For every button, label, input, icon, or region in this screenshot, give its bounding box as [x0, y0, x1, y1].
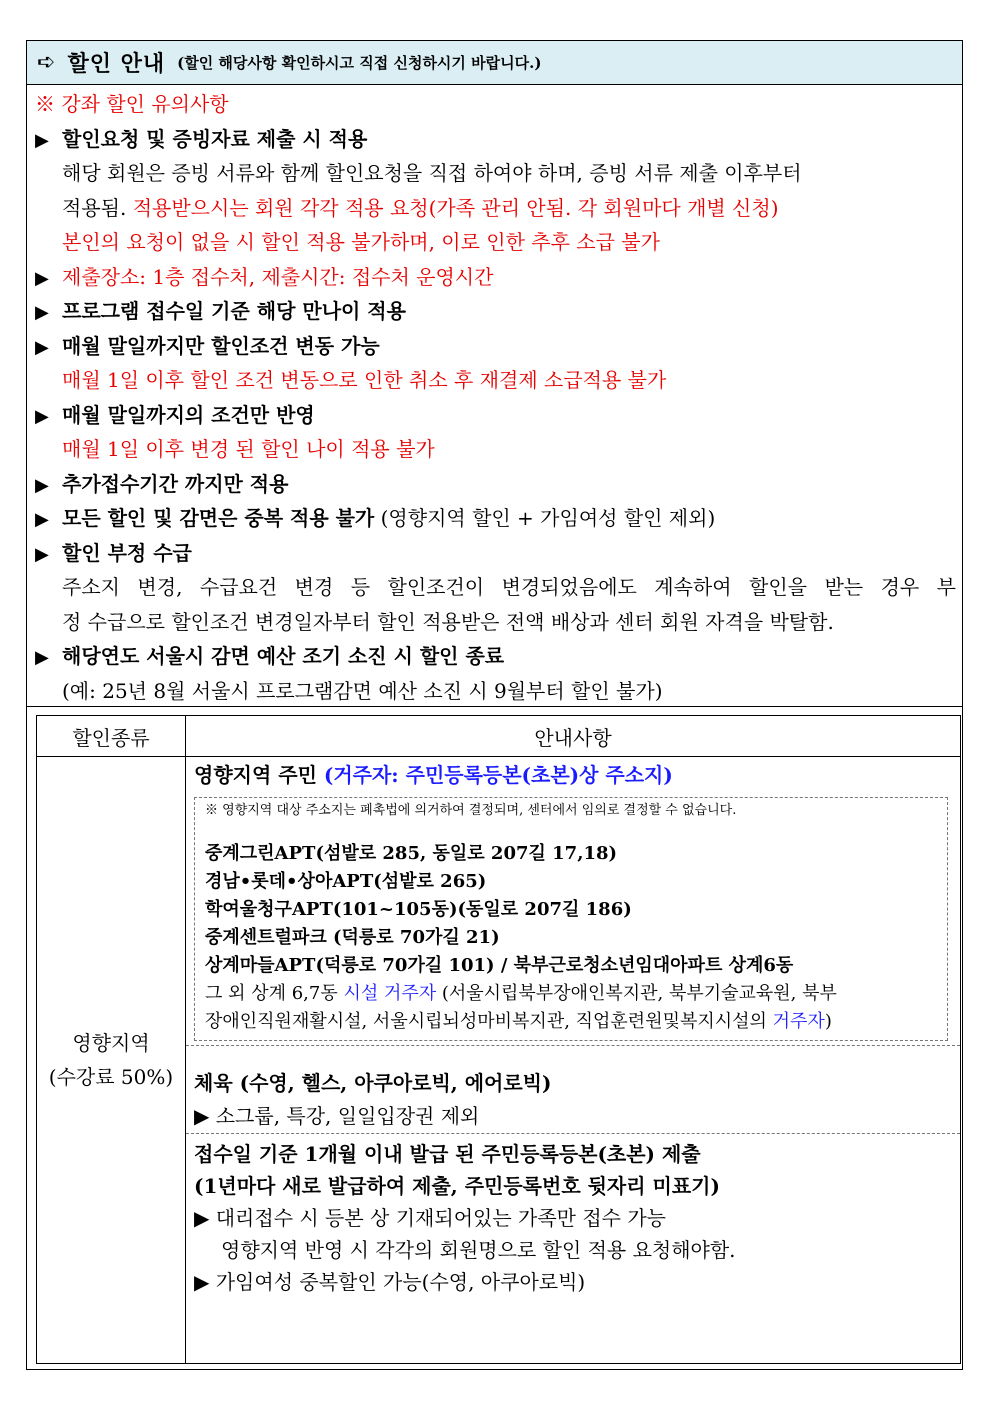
- note-text: 본인의 요청이 없을 시 할인 적용 불가하며, 이로 인한 추후 소급 불가: [62, 230, 660, 254]
- notice-header: [27, 41, 962, 85]
- discount-kind-rate: (수강료 50%): [48, 1065, 174, 1089]
- sports-title: 체육 (수영, 헬스, 아쿠아로빅, 에어로빅): [194, 1071, 552, 1095]
- note-item: ▶ 할인 부정 수급: [35, 536, 962, 571]
- triangle-bullet-icon: ▶: [35, 129, 49, 151]
- resident-title: 영향지역 주민 (거주자: 주민등록등본(초본)상 주소지): [194, 763, 673, 787]
- notice-subtitle: (할인 해당사항 확인하시고 직접 신청하시기 바랍니다.): [177, 54, 542, 72]
- arrow-icon: ➪: [37, 50, 56, 75]
- triangle-bullet-icon: ▶: [35, 302, 49, 323]
- notes-section: [27, 85, 962, 708]
- sports-exclusion: ▶ 소그룹, 특강, 일일입장권 제외: [194, 1104, 480, 1128]
- note-item: ▶ 모든 할인 및 감면은 중복 적용 불가 (영향지역 할인 + 가임여성 할인 제외): [35, 501, 962, 536]
- note-text: 적용됨. 적용받으시는 회원 각각 적용 요청(가족 관리 안됨. 각 회원마다 개별 신청): [62, 195, 779, 220]
- apartment-item: 중계센트럴파크 (덕릉로 70가길 21): [205, 927, 500, 948]
- note-text: 매월 1일 이후 변경 된 할인 나이 적용 불가: [62, 437, 435, 461]
- section-divider: [27, 706, 962, 707]
- notice-title: 할인 안내: [67, 51, 166, 77]
- triangle-bullet-icon: ▶: [35, 509, 49, 530]
- document-line: 영향지역 반영 시 각각의 회원명으로 할인 적용 요청해야함.: [221, 1238, 736, 1262]
- triangle-bullet-icon: ▶: [35, 267, 49, 289]
- note-item: ▶ 매월 말일까지의 조건만 반영: [35, 398, 962, 433]
- apartment-item: 중계그린APT(섬밭로 285, 동일로 207길 17,18): [205, 843, 618, 864]
- column-header-kind: 할인종류: [37, 716, 186, 757]
- discount-table: [36, 715, 961, 1364]
- facility-line: 그 외 상계 6,7동 시설 거주자 (서울시립북부장애인복지관, 북부기술교육원, 북부: [205, 983, 837, 1004]
- document-title: 접수일 기준 1개월 이내 발급 된 주민등록등본(초본) 제출: [194, 1142, 701, 1166]
- resident-section: [186, 757, 960, 1041]
- column-header-info: 안내사항: [186, 716, 961, 757]
- address-note: ※ 영향지역 대상 주소지는 폐촉법에 의거하여 결정되며, 센터에서 임의로 결정할 수 없습니다.: [205, 803, 737, 818]
- discount-notice-frame: [26, 40, 963, 1370]
- discount-info-cell: [186, 757, 961, 1364]
- note-item: ▶ 할인요청 및 증빙자료 제출 시 적용: [35, 122, 962, 157]
- triangle-bullet-icon: ▶: [35, 336, 49, 358]
- note-item: ▶ 프로그램 접수일 기준 해당 만나이 적용: [35, 294, 962, 329]
- triangle-bullet-icon: ▶: [35, 474, 49, 496]
- document-section: [186, 1133, 960, 1298]
- discount-kind-cell: [37, 757, 186, 1364]
- address-box: [194, 797, 948, 1041]
- apartment-item: 상계마들APT(덕릉로 70가길 101) / 북부근로청소년임대아파트 상계6동: [205, 955, 794, 976]
- triangle-bullet-icon: ▶: [35, 543, 49, 565]
- apartment-item: 학여울청구APT(101~105동)(동일로 207길 186): [205, 899, 632, 920]
- note-item: ▶ 해당연도 서울시 감면 예산 조기 소진 시 할인 종료: [35, 639, 962, 674]
- note-item: ▶ 추가접수기간 까지만 적용: [35, 467, 962, 502]
- note-text: 해당 회원은 증빙 서류와 함께 할인요청을 직접 하여야 하며, 증빙 서류 제출 이후부터: [62, 161, 802, 185]
- notes-heading: ※ 강좌 할인 유의사항: [35, 92, 229, 116]
- note-text: 매월 1일 이후 할인 조건 변동으로 인한 취소 후 재결제 소급적용 불가: [62, 368, 667, 392]
- document-subtitle: (1년마다 새로 발급하여 제출, 주민등록번호 뒷자리 미표기): [194, 1174, 720, 1198]
- triangle-bullet-icon: ▶: [35, 647, 49, 668]
- sports-section: [186, 1045, 960, 1133]
- note-item: ▶ 제출장소: 1층 접수처, 제출시간: 접수처 운영시간: [35, 260, 962, 295]
- note-text: 정 수급으로 할인조건 변경일자부터 할인 적용받은 전액 배상과 센터 회원 자격을 박탈함.: [62, 609, 834, 634]
- note-text: 주소지 변경, 수급요건 변경 등 할인조건이 변경되었음에도 계속하여 할인을 받는 경우 부: [62, 575, 956, 599]
- note-text: (예: 25년 8월 서울시 프로그램감면 예산 소진 시 9월부터 할인 불가): [62, 678, 663, 703]
- document-line: ▶ 가임여성 중복할인 가능(수영, 아쿠아로빅): [194, 1270, 586, 1294]
- document-line: ▶ 대리접수 시 등본 상 기재되어있는 가족만 접수 가능: [194, 1206, 666, 1230]
- discount-kind-name: 영향지역: [72, 1031, 150, 1055]
- note-item: ▶ 매월 말일까지만 할인조건 변동 가능: [35, 329, 962, 364]
- triangle-bullet-icon: ▶: [35, 405, 49, 427]
- apartment-item: 경남•롯데•상아APT(섬밭로 265): [205, 871, 487, 892]
- facility-line: 장애인직원재활시설, 서울시립뇌성마비복지관, 직업훈련원및복지시설의 거주자): [205, 1011, 832, 1032]
